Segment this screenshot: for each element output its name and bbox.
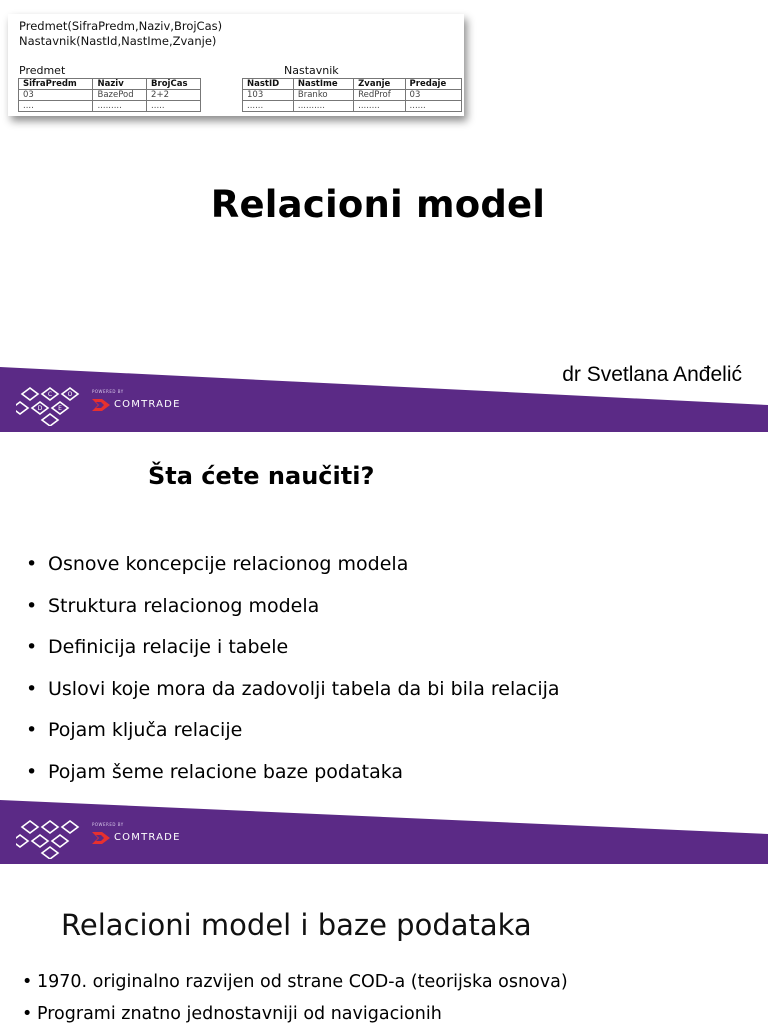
table-cell: ..........	[293, 101, 353, 112]
table-cell: 03	[405, 90, 461, 101]
slide-heading: Relacioni model i baze podataka	[61, 908, 532, 942]
list-item	[22, 968, 568, 1000]
table-cell: ....	[19, 101, 93, 112]
bullet-icon: •	[26, 594, 38, 617]
slide-title	[0, 0, 768, 432]
table-cell: ........	[354, 101, 405, 112]
table-header: SifraPredm	[19, 79, 93, 90]
schema-card	[8, 14, 464, 116]
bullet-icon: •	[26, 636, 38, 659]
table-cell: RedProf	[354, 90, 405, 101]
code-logo-icon	[16, 817, 84, 859]
list-item-text: Pojam šeme relacione baze podataka	[48, 760, 404, 783]
table-cell: .........	[93, 101, 147, 112]
table-cell: 2+2	[147, 90, 201, 101]
slide-title-heading: Relacioni model	[210, 183, 546, 226]
comtrade-mark-icon	[90, 397, 112, 413]
list-item-text: Uslovi koje mora da zadovolji tabela da bi bila relacija	[48, 677, 560, 700]
predmet-table	[18, 78, 201, 112]
list-item-text: Osnove koncepcije relacionog modela	[48, 553, 409, 575]
predmet-table-label: Predmet	[19, 64, 66, 77]
powered-by-label: POWERED BY	[92, 389, 124, 394]
list-item	[26, 716, 560, 758]
table-row	[19, 101, 201, 112]
nastavnik-table	[242, 78, 462, 112]
slide-learning-goals	[0, 432, 768, 864]
list-item	[22, 1000, 568, 1024]
comtrade-wordmark: COMTRADE	[114, 399, 181, 410]
table-header: BrojCas	[147, 79, 201, 90]
list-item-text: Programi znatno jednostavniji od navigacionih	[37, 1004, 442, 1024]
table-header: NastID	[243, 79, 294, 90]
list-item-text: 1970. originalno razvijen od strane COD-a (teorijska osnova)	[37, 972, 568, 992]
bullet-icon: •	[22, 972, 33, 992]
bullet-icon: •	[26, 760, 38, 783]
list-item	[26, 758, 560, 800]
list-item	[26, 592, 560, 634]
bullet-icon: •	[26, 719, 38, 742]
table-cell: BazePod	[93, 90, 147, 101]
slide-heading: Šta ćete naučiti?	[148, 462, 375, 490]
powered-by-label: POWERED BY	[92, 822, 124, 827]
table-header: Predaje	[405, 79, 461, 90]
table-cell: 103	[243, 90, 294, 101]
list-item-text: Pojam ključa relacije	[48, 719, 243, 742]
table-cell: Branko	[293, 90, 353, 101]
table-row	[19, 90, 201, 101]
schema-line-predmet: Predmet(SifraPredm,Naziv,BrojCas)	[19, 19, 223, 33]
table-cell: ......	[405, 101, 461, 112]
bullet-icon: •	[26, 677, 38, 700]
nastavnik-table-label: Nastavnik	[284, 64, 339, 77]
goals-list	[26, 550, 560, 800]
content-list	[22, 968, 568, 1024]
comtrade-wordmark: COMTRADE	[114, 832, 181, 843]
schema-line-nastavnik: Nastavnik(NastId,NastIme,Zvanje)	[19, 34, 217, 48]
list-item	[26, 633, 560, 675]
table-cell: ......	[243, 101, 294, 112]
table-header: Naziv	[93, 79, 147, 90]
list-item-text: Definicija relacije i tabele	[48, 636, 289, 659]
table-cell: 03	[19, 90, 93, 101]
list-item-text: Struktura relacionog modela	[48, 594, 320, 617]
logo-letter: E	[58, 405, 62, 412]
table-row	[243, 101, 462, 112]
table-cell: .....	[147, 101, 201, 112]
bullet-icon: •	[26, 553, 38, 575]
table-header: Zvanje	[354, 79, 405, 90]
logo-letter: C	[47, 391, 53, 398]
table-row	[243, 90, 462, 101]
author-name: dr Svetlana Anđelić	[562, 363, 742, 386]
code-logo-icon	[16, 384, 84, 426]
bullet-icon: •	[22, 1004, 33, 1024]
slide-relational-model-db	[0, 864, 768, 1024]
list-item	[26, 675, 560, 717]
comtrade-mark-icon	[90, 830, 112, 846]
logo-letter: D	[37, 405, 43, 412]
table-header: NastIme	[293, 79, 353, 90]
logo-letter: O	[67, 391, 73, 398]
list-item	[26, 550, 560, 592]
